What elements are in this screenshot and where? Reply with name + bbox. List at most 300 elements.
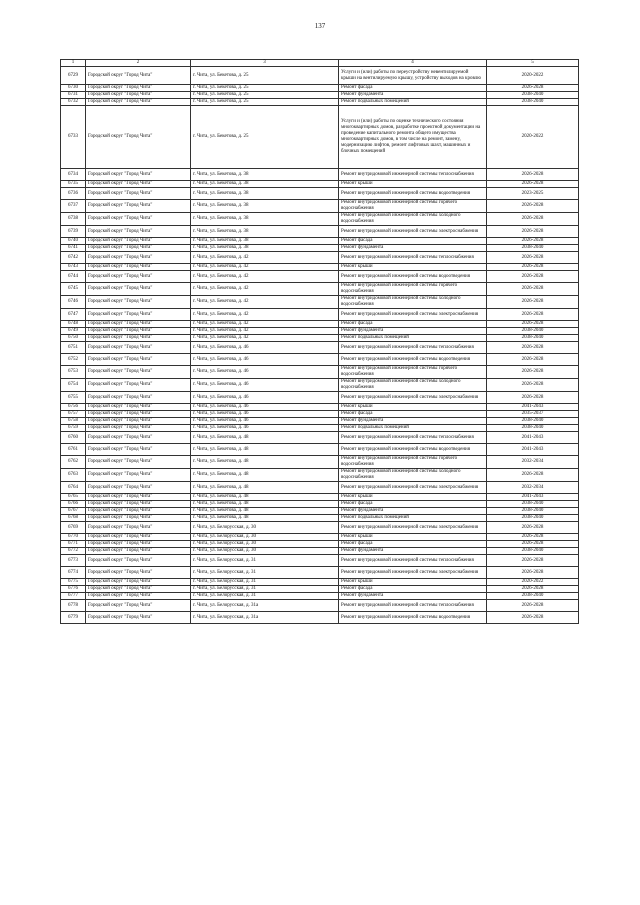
row-number: 6759 — [61, 425, 86, 432]
period-cell: 2032-2034 — [487, 456, 579, 469]
municipality-cell: Городской округ "Город Чита" — [86, 226, 191, 238]
row-number: 6753 — [61, 366, 86, 379]
period-cell: 2026-2028 — [487, 555, 579, 567]
address-cell: г. Чита, ул. Бекетова, д. 25 — [191, 106, 339, 169]
work-type-cell: Ремонт внутридомовой инженерной системы теплоснабжения — [339, 432, 487, 444]
period-cell: 2026-2028 — [487, 379, 579, 392]
row-number: 6747 — [61, 309, 86, 321]
work-type-cell: Ремонт фасада — [339, 85, 487, 92]
row-number: 6743 — [61, 264, 86, 271]
address-cell: г. Чита, ул. Белорусская, д. 30 — [191, 541, 339, 548]
table-row — [61, 444, 579, 456]
table-row — [61, 296, 579, 309]
address-cell: г. Чита, ул. Бекетова, д. 48 — [191, 456, 339, 469]
work-type-cell: Ремонт внутридомовой инженерной системы горячего водоснабжения — [339, 200, 487, 213]
period-cell: 2026-2028 — [487, 342, 579, 354]
work-type-cell: Ремонт фундамента — [339, 508, 487, 515]
table-row — [61, 555, 579, 567]
work-type-cell: Ремонт внутридомовой инженерной системы электроснабжения — [339, 567, 487, 579]
table-row — [61, 612, 579, 624]
table-row — [61, 238, 579, 245]
period-cell: 2026-2028 — [487, 354, 579, 366]
row-number: 6769 — [61, 522, 86, 534]
table-row — [61, 548, 579, 555]
work-type-cell: Ремонт фасада — [339, 501, 487, 508]
period-cell: 2026-2028 — [487, 522, 579, 534]
table-row — [61, 99, 579, 106]
address-cell: г. Чита, ул. Бекетова, д. 25 — [191, 67, 339, 85]
period-cell: 2038-2040 — [487, 425, 579, 432]
municipality-cell: Городской округ "Город Чита" — [86, 404, 191, 411]
municipality-cell: Городской округ "Город Чита" — [86, 612, 191, 624]
municipality-cell: Городской округ "Город Чита" — [86, 432, 191, 444]
municipality-cell: Городской округ "Город Чита" — [86, 296, 191, 309]
municipality-cell: Городской округ "Город Чита" — [86, 379, 191, 392]
table-row — [61, 432, 579, 444]
municipality-cell: Городской округ "Город Чита" — [86, 548, 191, 555]
work-type-cell: Ремонт подвальных помещений — [339, 99, 487, 106]
row-number: 6764 — [61, 482, 86, 494]
period-cell: 2026-2028 — [487, 264, 579, 271]
municipality-cell: Городской округ "Город Чита" — [86, 169, 191, 181]
address-cell: г. Чита, ул. Бекетова, д. 46 — [191, 425, 339, 432]
table-row — [61, 469, 579, 482]
table-row — [61, 515, 579, 522]
work-type-cell: Ремонт внутридомовой инженерной системы холодного водоснабжения — [339, 379, 487, 392]
work-type-cell: Ремонт внутридомовой инженерной системы теплоснабжения — [339, 555, 487, 567]
address-cell: г. Чита, ул. Бекетова, д. 48 — [191, 482, 339, 494]
address-cell: г. Чита, ул. Бекетова, д. 38 — [191, 181, 339, 188]
column-header: 3 — [191, 60, 339, 67]
period-cell: 2026-2028 — [487, 283, 579, 296]
municipality-cell: Городской округ "Город Чита" — [86, 92, 191, 99]
table-row — [61, 600, 579, 612]
work-type-cell: Ремонт фундамента — [339, 92, 487, 99]
row-number: 6746 — [61, 296, 86, 309]
period-cell: 2038-2040 — [487, 515, 579, 522]
table-row — [61, 366, 579, 379]
municipality-cell: Городской округ "Город Чита" — [86, 444, 191, 456]
table-row — [61, 541, 579, 548]
work-type-cell: Ремонт внутридомовой инженерной системы теплоснабжения — [339, 342, 487, 354]
work-type-cell: Ремонт внутридомовой инженерной системы водоотведения — [339, 354, 487, 366]
work-type-cell: Ремонт внутридомовой инженерной системы холодного водоснабжения — [339, 213, 487, 226]
period-cell: 2026-2028 — [487, 169, 579, 181]
address-cell: г. Чита, ул. Бекетова, д. 38 — [191, 238, 339, 245]
work-type-cell: Ремонт подвальных помещений — [339, 515, 487, 522]
address-cell: г. Чита, ул. Бекетова, д. 25 — [191, 99, 339, 106]
municipality-cell: Городской округ "Город Чита" — [86, 213, 191, 226]
table-row — [61, 593, 579, 600]
work-type-cell: Ремонт внутридомовой инженерной системы водоотведения — [339, 271, 487, 283]
municipality-cell: Городской округ "Город Чита" — [86, 238, 191, 245]
municipality-cell: Городской округ "Город Чита" — [86, 482, 191, 494]
address-cell: г. Чита, ул. Белорусская, д. 31 — [191, 579, 339, 586]
municipality-cell: Городской округ "Город Чита" — [86, 600, 191, 612]
work-type-cell: Ремонт внутридомовой инженерной системы горячего водоснабжения — [339, 366, 487, 379]
municipality-cell: Городской округ "Город Чита" — [86, 271, 191, 283]
work-type-cell: Ремонт крыши — [339, 579, 487, 586]
table-row — [61, 169, 579, 181]
municipality-cell: Городской округ "Город Чита" — [86, 99, 191, 106]
address-cell: г. Чита, ул. Белорусская, д. 31 — [191, 555, 339, 567]
row-number: 6755 — [61, 392, 86, 404]
capital-repair-table — [60, 59, 579, 624]
period-cell: 2023-2025 — [487, 188, 579, 200]
table-row — [61, 404, 579, 411]
municipality-cell: Городской округ "Город Чита" — [86, 342, 191, 354]
address-cell: г. Чита, ул. Бекетова, д. 38 — [191, 188, 339, 200]
address-cell: г. Чита, ул. Бекетова, д. 46 — [191, 342, 339, 354]
work-type-cell: Ремонт внутридомовой инженерной системы электроснабжения — [339, 309, 487, 321]
table-row — [61, 494, 579, 501]
municipality-cell: Городской округ "Город Чита" — [86, 335, 191, 342]
table-row — [61, 534, 579, 541]
row-number: 6730 — [61, 85, 86, 92]
work-type-cell: Ремонт крыши — [339, 264, 487, 271]
address-cell: г. Чита, ул. Бекетова, д. 46 — [191, 392, 339, 404]
municipality-cell: Городской округ "Город Чита" — [86, 309, 191, 321]
row-number: 6736 — [61, 188, 86, 200]
address-cell: г. Чита, ул. Бекетова, д. 42 — [191, 328, 339, 335]
row-number: 6731 — [61, 92, 86, 99]
work-type-cell: Ремонт внутридомовой инженерной системы холодного водоснабжения — [339, 469, 487, 482]
municipality-cell: Городской округ "Город Чита" — [86, 106, 191, 169]
period-cell: 2038-2040 — [487, 245, 579, 252]
municipality-cell: Городской округ "Город Чита" — [86, 593, 191, 600]
work-type-cell: Ремонт фундамента — [339, 328, 487, 335]
row-number: 6773 — [61, 555, 86, 567]
period-cell: 2038-2040 — [487, 501, 579, 508]
work-type-cell: Ремонт внутридомовой инженерной системы теплоснабжения — [339, 252, 487, 264]
period-cell: 2026-2028 — [487, 181, 579, 188]
period-cell: 2026-2028 — [487, 213, 579, 226]
table-row — [61, 335, 579, 342]
work-type-cell: Ремонт фундамента — [339, 245, 487, 252]
row-number: 6750 — [61, 335, 86, 342]
work-type-cell: Ремонт внутридомовой инженерной системы теплоснабжения — [339, 600, 487, 612]
work-type-cell: Ремонт внутридомовой инженерной системы горячего водоснабжения — [339, 456, 487, 469]
row-number: 6761 — [61, 444, 86, 456]
work-type-cell: Ремонт фасада — [339, 586, 487, 593]
address-cell: г. Чита, ул. Бекетова, д. 42 — [191, 309, 339, 321]
row-number: 6735 — [61, 181, 86, 188]
table-row — [61, 508, 579, 515]
work-type-cell: Услуги и (или) работы по переустройству невентилируемой крыши на вентилируемую крышу, устройству выходов на кровлю — [339, 67, 487, 85]
row-number: 6748 — [61, 321, 86, 328]
table-row — [61, 67, 579, 85]
period-cell: 2038-2040 — [487, 92, 579, 99]
work-type-cell: Ремонт крыши — [339, 181, 487, 188]
work-type-cell: Ремонт крыши — [339, 494, 487, 501]
table-row — [61, 354, 579, 366]
address-cell: г. Чита, ул. Белорусская, д. 31 — [191, 567, 339, 579]
period-cell: 2026-2028 — [487, 309, 579, 321]
municipality-cell: Городской округ "Город Чита" — [86, 411, 191, 418]
municipality-cell: Городской округ "Город Чита" — [86, 283, 191, 296]
row-number: 6737 — [61, 200, 86, 213]
period-cell: 2026-2028 — [487, 586, 579, 593]
period-cell: 2038-2040 — [487, 508, 579, 515]
row-number: 6749 — [61, 328, 86, 335]
address-cell: г. Чита, ул. Бекетова, д. 38 — [191, 213, 339, 226]
table-row — [61, 567, 579, 579]
row-number: 6732 — [61, 99, 86, 106]
work-type-cell: Ремонт крыши — [339, 404, 487, 411]
row-number: 6762 — [61, 456, 86, 469]
table-row — [61, 411, 579, 418]
address-cell: г. Чита, ул. Бекетова, д. 38 — [191, 200, 339, 213]
address-cell: г. Чита, ул. Бекетова, д. 48 — [191, 444, 339, 456]
municipality-cell: Городской округ "Город Чита" — [86, 392, 191, 404]
table-body — [61, 67, 579, 624]
period-cell: 2026-2028 — [487, 321, 579, 328]
table-row — [61, 283, 579, 296]
address-cell: г. Чита, ул. Бекетова, д. 42 — [191, 296, 339, 309]
table-row — [61, 586, 579, 593]
row-number: 6754 — [61, 379, 86, 392]
municipality-cell: Городской округ "Город Чита" — [86, 245, 191, 252]
address-cell: г. Чита, ул. Бекетова, д. 48 — [191, 432, 339, 444]
municipality-cell: Городской округ "Город Чита" — [86, 418, 191, 425]
municipality-cell: Городской округ "Город Чита" — [86, 328, 191, 335]
address-cell: г. Чита, ул. Белорусская, д. 30 — [191, 534, 339, 541]
table-row — [61, 226, 579, 238]
municipality-cell: Городской округ "Город Чита" — [86, 494, 191, 501]
address-cell: г. Чита, ул. Бекетова, д. 48 — [191, 494, 339, 501]
municipality-cell: Городской округ "Город Чита" — [86, 456, 191, 469]
period-cell: 2026-2028 — [487, 296, 579, 309]
row-number: 6738 — [61, 213, 86, 226]
period-cell: 2026-2028 — [487, 392, 579, 404]
municipality-cell: Городской округ "Город Чита" — [86, 541, 191, 548]
address-cell: г. Чита, ул. Бекетова, д. 42 — [191, 321, 339, 328]
period-cell: 2038-2040 — [487, 328, 579, 335]
table-row — [61, 309, 579, 321]
work-type-cell: Ремонт подвальных помещений — [339, 425, 487, 432]
address-cell: г. Чита, ул. Бекетова, д. 42 — [191, 335, 339, 342]
work-type-cell: Ремонт фундамента — [339, 548, 487, 555]
table-row — [61, 425, 579, 432]
municipality-cell: Городской округ "Город Чита" — [86, 522, 191, 534]
row-number: 6771 — [61, 541, 86, 548]
row-number: 6772 — [61, 548, 86, 555]
work-type-cell: Ремонт крыши — [339, 534, 487, 541]
address-cell: г. Чита, ул. Белорусская, д. 30 — [191, 548, 339, 555]
work-type-cell: Ремонт фасада — [339, 238, 487, 245]
row-number: 6758 — [61, 418, 86, 425]
table-row — [61, 328, 579, 335]
row-number: 6729 — [61, 67, 86, 85]
work-type-cell: Ремонт подвальных помещений — [339, 335, 487, 342]
period-cell: 2032-2034 — [487, 482, 579, 494]
table-row — [61, 579, 579, 586]
table-row — [61, 342, 579, 354]
row-number: 6770 — [61, 534, 86, 541]
municipality-cell: Городской округ "Город Чита" — [86, 181, 191, 188]
period-cell: 2020-2022 — [487, 106, 579, 169]
table-row — [61, 252, 579, 264]
address-cell: г. Чита, ул. Бекетова, д. 48 — [191, 501, 339, 508]
address-cell: г. Чита, ул. Бекетова, д. 46 — [191, 379, 339, 392]
row-number: 6733 — [61, 106, 86, 169]
page-number: 137 — [314, 22, 326, 30]
period-cell: 2041-2043 — [487, 404, 579, 411]
work-type-cell: Ремонт внутридомовой инженерной системы электроснабжения — [339, 482, 487, 494]
table-row — [61, 181, 579, 188]
period-cell: 2026-2028 — [487, 541, 579, 548]
table-row — [61, 85, 579, 92]
row-number: 6742 — [61, 252, 86, 264]
row-number: 6777 — [61, 593, 86, 600]
period-cell: 2026-2028 — [487, 200, 579, 213]
address-cell: г. Чита, ул. Бекетова, д. 38 — [191, 226, 339, 238]
address-cell: г. Чита, ул. Белорусская, д. 31а — [191, 612, 339, 624]
table-row — [61, 392, 579, 404]
row-number: 6741 — [61, 245, 86, 252]
column-header: 5 — [487, 60, 579, 67]
work-type-cell: Ремонт фасада — [339, 541, 487, 548]
municipality-cell: Городской округ "Город Чита" — [86, 85, 191, 92]
period-cell: 2038-2040 — [487, 335, 579, 342]
work-type-cell: Ремонт внутридомовой инженерной системы электроснабжения — [339, 392, 487, 404]
table-row — [61, 264, 579, 271]
municipality-cell: Городской округ "Город Чита" — [86, 534, 191, 541]
row-number: 6776 — [61, 586, 86, 593]
municipality-cell: Городской округ "Город Чита" — [86, 321, 191, 328]
address-cell: г. Чита, ул. Бекетова, д. 46 — [191, 354, 339, 366]
period-cell: 2026-2028 — [487, 534, 579, 541]
row-number: 6775 — [61, 579, 86, 586]
period-cell: 2026-2028 — [487, 600, 579, 612]
address-cell: г. Чита, ул. Бекетова, д. 42 — [191, 252, 339, 264]
table-row — [61, 482, 579, 494]
address-cell: г. Чита, ул. Бекетова, д. 48 — [191, 515, 339, 522]
table-row — [61, 188, 579, 200]
period-cell: 2041-2043 — [487, 432, 579, 444]
work-type-cell: Ремонт фасада — [339, 411, 487, 418]
municipality-cell: Городской округ "Город Чита" — [86, 515, 191, 522]
table-row — [61, 213, 579, 226]
period-cell: 2041-2043 — [487, 494, 579, 501]
period-cell: 2026-2028 — [487, 85, 579, 92]
work-type-cell: Ремонт внутридомовой инженерной системы водоотведения — [339, 444, 487, 456]
work-type-cell: Ремонт внутридомовой инженерной системы теплоснабжения — [339, 169, 487, 181]
period-cell: 2026-2028 — [487, 238, 579, 245]
municipality-cell: Городской округ "Город Чита" — [86, 567, 191, 579]
municipality-cell: Городской округ "Город Чита" — [86, 200, 191, 213]
work-type-cell: Ремонт внутридомовой инженерной системы холодного водоснабжения — [339, 296, 487, 309]
table-row — [61, 92, 579, 99]
row-number: 6751 — [61, 342, 86, 354]
table-row — [61, 245, 579, 252]
work-type-cell: Ремонт внутридомовой инженерной системы электроснабжения — [339, 522, 487, 534]
period-cell: 2035-2037 — [487, 411, 579, 418]
work-type-cell: Ремонт внутридомовой инженерной системы водоотведения — [339, 188, 487, 200]
period-cell: 2026-2028 — [487, 612, 579, 624]
address-cell: г. Чита, ул. Бекетова, д. 46 — [191, 411, 339, 418]
table-row — [61, 379, 579, 392]
address-cell: г. Чита, ул. Белорусская, д. 31 — [191, 586, 339, 593]
address-cell: г. Чита, ул. Белорусская, д. 31а — [191, 600, 339, 612]
column-header: 4 — [339, 60, 487, 67]
address-cell: г. Чита, ул. Бекетова, д. 42 — [191, 283, 339, 296]
period-cell: 2038-2040 — [487, 593, 579, 600]
row-number: 6765 — [61, 494, 86, 501]
column-header: 1 — [61, 60, 86, 67]
column-number-row — [61, 60, 579, 67]
municipality-cell: Городской округ "Город Чита" — [86, 252, 191, 264]
row-number: 6760 — [61, 432, 86, 444]
row-number: 6752 — [61, 354, 86, 366]
row-number: 6779 — [61, 612, 86, 624]
work-type-cell: Ремонт внутридомовой инженерной системы водоотведения — [339, 612, 487, 624]
municipality-cell: Городской округ "Город Чита" — [86, 586, 191, 593]
address-cell: г. Чита, ул. Бекетова, д. 48 — [191, 508, 339, 515]
period-cell: 2038-2040 — [487, 99, 579, 106]
period-cell: 2020-2022 — [487, 67, 579, 85]
column-header: 2 — [86, 60, 191, 67]
table-row — [61, 501, 579, 508]
work-type-cell: Ремонт фундамента — [339, 418, 487, 425]
table-row — [61, 321, 579, 328]
work-type-cell: Ремонт внутридомовой инженерной системы электроснабжения — [339, 226, 487, 238]
address-cell: г. Чита, ул. Бекетова, д. 46 — [191, 418, 339, 425]
row-number: 6766 — [61, 501, 86, 508]
municipality-cell: Городской округ "Город Чита" — [86, 67, 191, 85]
municipality-cell: Городской округ "Город Чита" — [86, 354, 191, 366]
row-number: 6757 — [61, 411, 86, 418]
table-row — [61, 200, 579, 213]
row-number: 6774 — [61, 567, 86, 579]
address-cell: г. Чита, ул. Бекетова, д. 42 — [191, 271, 339, 283]
municipality-cell: Городской округ "Город Чита" — [86, 555, 191, 567]
work-type-cell: Ремонт внутридомовой инженерной системы горячего водоснабжения — [339, 283, 487, 296]
row-number: 6768 — [61, 515, 86, 522]
row-number: 6744 — [61, 271, 86, 283]
municipality-cell: Городской округ "Город Чита" — [86, 425, 191, 432]
row-number: 6734 — [61, 169, 86, 181]
period-cell: 2026-2028 — [487, 226, 579, 238]
address-cell: г. Чита, ул. Бекетова, д. 25 — [191, 92, 339, 99]
row-number: 6767 — [61, 508, 86, 515]
table-row — [61, 456, 579, 469]
address-cell: г. Чита, ул. Бекетова, д. 38 — [191, 245, 339, 252]
municipality-cell: Городской округ "Город Чита" — [86, 469, 191, 482]
work-type-cell: Ремонт фасада — [339, 321, 487, 328]
row-number: 6740 — [61, 238, 86, 245]
address-cell: г. Чита, ул. Бекетова, д. 38 — [191, 169, 339, 181]
period-cell: 2026-2028 — [487, 366, 579, 379]
work-type-cell: Услуги и (или) работы по оценке технического состояния многоквартирных домов, разработке проектной документации на проведение капитального ремонта общего имущества многоквартирных домов, в том числе на ремонт, замену, модернизацию лифтов, ремонт лифтовых шахт, машинных и блочных помещений — [339, 106, 487, 169]
municipality-cell: Городской округ "Город Чита" — [86, 508, 191, 515]
municipality-cell: Городской округ "Город Чита" — [86, 501, 191, 508]
period-cell: 2026-2028 — [487, 252, 579, 264]
row-number: 6745 — [61, 283, 86, 296]
address-cell: г. Чита, ул. Бекетова, д. 42 — [191, 264, 339, 271]
table-row — [61, 106, 579, 169]
period-cell: 2041-2043 — [487, 444, 579, 456]
table-row — [61, 271, 579, 283]
period-cell: 2026-2028 — [487, 271, 579, 283]
address-cell: г. Чита, ул. Белорусская, д. 30 — [191, 522, 339, 534]
period-cell: 2026-2028 — [487, 469, 579, 482]
work-type-cell: Ремонт фундамента — [339, 593, 487, 600]
address-cell: г. Чита, ул. Белорусская, д. 31 — [191, 593, 339, 600]
row-number: 6739 — [61, 226, 86, 238]
table-row — [61, 522, 579, 534]
table-row — [61, 418, 579, 425]
